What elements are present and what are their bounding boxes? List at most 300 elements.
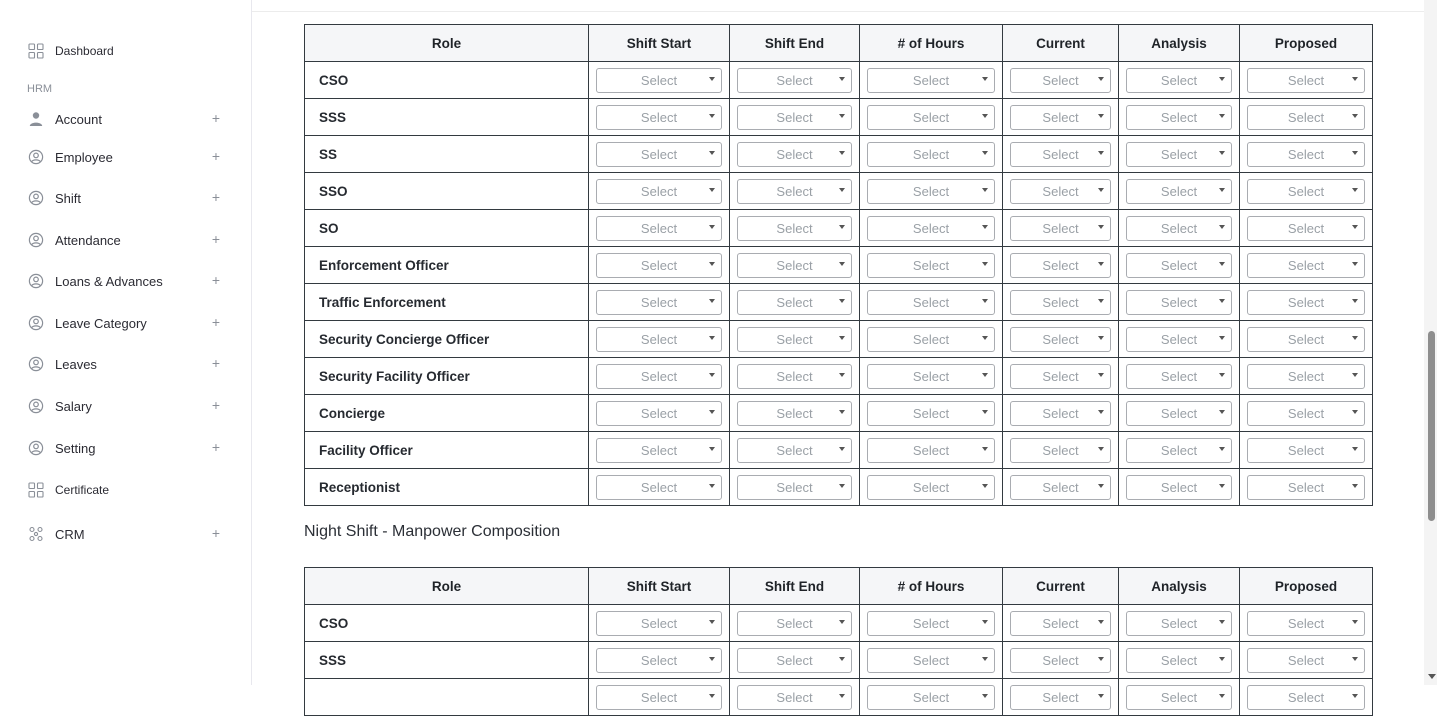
chevron-down-icon [1352, 620, 1358, 624]
dropdown-select[interactable] [1247, 401, 1365, 426]
chevron-down-icon [839, 373, 845, 377]
select-cell [1119, 284, 1240, 321]
chevron-down-icon [982, 620, 988, 624]
chevron-down-icon [1219, 151, 1225, 155]
sidebar-item-setting[interactable] [28, 437, 228, 459]
dropdown-placeholder: Select [776, 294, 813, 310]
dropdown-select[interactable] [596, 611, 722, 636]
dropdown-select[interactable] [737, 142, 852, 167]
dropdown-placeholder: Select [776, 689, 813, 705]
dropdown-select[interactable] [737, 438, 852, 463]
select-cell [860, 99, 1003, 136]
dropdown-select[interactable] [1126, 475, 1232, 500]
table-row [305, 62, 1373, 99]
role-name: SSS [305, 99, 589, 136]
dropdown-placeholder: Select [1287, 689, 1325, 705]
select-cell [860, 679, 1003, 716]
dropdown-placeholder: Select [640, 479, 678, 495]
dropdown-select[interactable] [1247, 68, 1365, 93]
dropdown-select[interactable] [737, 364, 852, 389]
column-header: Proposed [1240, 25, 1373, 62]
chevron-down-icon [1219, 410, 1225, 414]
dropdown-select[interactable] [1010, 68, 1111, 93]
dropdown-placeholder: Select [1042, 405, 1079, 421]
select-cell [1003, 432, 1119, 469]
dropdown-placeholder: Select [1287, 294, 1325, 310]
select-cell [730, 210, 860, 247]
dropdown-select[interactable] [1126, 401, 1232, 426]
dropdown-select[interactable] [867, 105, 995, 130]
chevron-down-icon [1352, 262, 1358, 266]
table-row [305, 99, 1373, 136]
select-cell [589, 99, 730, 136]
dropdown-select[interactable] [1126, 611, 1232, 636]
dropdown-placeholder: Select [912, 257, 950, 273]
grid-icon [28, 43, 44, 59]
select-cell [1240, 395, 1373, 432]
expand-plus-icon[interactable]: + [211, 231, 220, 247]
select-cell [1119, 210, 1240, 247]
role-name: Security Facility Officer [305, 358, 589, 395]
night-shift-title: Night Shift - Manpower Composition [304, 523, 561, 540]
dropdown-select[interactable] [867, 290, 995, 315]
dropdown-select[interactable] [867, 685, 995, 710]
sidebar-item-label: Loans & Advances [55, 273, 163, 289]
select-cell [730, 284, 860, 321]
table-row [305, 358, 1373, 395]
dropdown-placeholder: Select [1160, 689, 1198, 705]
dropdown-placeholder: Select [640, 294, 678, 310]
network-icon [28, 526, 44, 542]
dropdown-placeholder: Select [776, 405, 813, 421]
sidebar-item-label: Attendance [55, 232, 121, 248]
chevron-down-icon [1352, 336, 1358, 340]
dropdown-select[interactable] [596, 290, 722, 315]
dropdown-select[interactable] [1010, 327, 1111, 352]
select-cell [589, 284, 730, 321]
dropdown-select[interactable] [1126, 648, 1232, 673]
chevron-down-icon [1352, 484, 1358, 488]
dropdown-select[interactable] [737, 105, 852, 130]
expand-plus-icon[interactable]: + [211, 525, 220, 541]
role-name: SSS [305, 642, 589, 679]
chevron-down-icon [1098, 694, 1104, 698]
dropdown-select[interactable] [596, 438, 722, 463]
select-cell [1240, 469, 1373, 506]
select-cell [860, 284, 1003, 321]
select-cell [860, 247, 1003, 284]
dropdown-placeholder: Select [1160, 615, 1198, 631]
select-cell [589, 173, 730, 210]
select-cell [1003, 284, 1119, 321]
chevron-down-icon [839, 77, 845, 81]
dropdown-placeholder: Select [1160, 405, 1198, 421]
dropdown-select[interactable] [1247, 216, 1365, 241]
dropdown-select[interactable] [1247, 364, 1365, 389]
dropdown-placeholder: Select [776, 442, 813, 458]
sidebar-item-employee[interactable] [28, 146, 228, 168]
night-header-row [305, 568, 1373, 605]
dropdown-select[interactable] [867, 401, 995, 426]
sidebar-item-salary[interactable] [28, 395, 228, 417]
dropdown-placeholder: Select [776, 331, 813, 347]
dropdown-select[interactable] [596, 327, 722, 352]
dropdown-placeholder: Select [1287, 109, 1325, 125]
expand-plus-icon[interactable]: + [211, 272, 220, 288]
expand-plus-icon[interactable]: + [211, 110, 220, 126]
select-cell [730, 432, 860, 469]
dropdown-placeholder: Select [912, 368, 950, 384]
chevron-down-icon [709, 657, 715, 661]
dropdown-placeholder: Select [776, 615, 813, 631]
select-cell [589, 358, 730, 395]
chevron-down-icon [1219, 694, 1225, 698]
sidebar-item-leaves[interactable] [28, 353, 228, 375]
dropdown-select[interactable] [1010, 364, 1111, 389]
dropdown-placeholder: Select [1042, 442, 1079, 458]
select-cell [1119, 679, 1240, 716]
dropdown-placeholder: Select [640, 257, 678, 273]
user-circle-icon [28, 398, 44, 414]
dropdown-select[interactable] [737, 179, 852, 204]
select-cell [730, 62, 860, 99]
expand-plus-icon[interactable]: + [211, 148, 220, 164]
user-circle-icon [28, 315, 44, 331]
chevron-down-icon [1098, 77, 1104, 81]
role-name: Facility Officer [305, 432, 589, 469]
table-row [305, 321, 1373, 358]
column-header: Proposed [1240, 568, 1373, 605]
dropdown-select[interactable] [867, 216, 995, 241]
dropdown-placeholder: Select [776, 257, 813, 273]
dropdown-placeholder: Select [776, 109, 813, 125]
dropdown-select[interactable] [867, 68, 995, 93]
select-cell [1119, 173, 1240, 210]
dropdown-placeholder: Select [912, 331, 950, 347]
dropdown-select[interactable] [1010, 475, 1111, 500]
dropdown-placeholder: Select [640, 615, 678, 631]
dropdown-select[interactable] [737, 290, 852, 315]
chevron-down-icon [1352, 657, 1358, 661]
dropdown-placeholder: Select [1042, 652, 1079, 668]
chevron-down-icon [1219, 447, 1225, 451]
dropdown-select[interactable] [1126, 253, 1232, 278]
select-cell [730, 395, 860, 432]
chevron-down-icon [709, 694, 715, 698]
select-cell [1003, 469, 1119, 506]
dropdown-placeholder: Select [912, 72, 950, 88]
dropdown-select[interactable] [1247, 611, 1365, 636]
scroll-down-arrow-icon[interactable] [1428, 674, 1436, 679]
column-header: Analysis [1119, 568, 1240, 605]
dropdown-select[interactable] [867, 142, 995, 167]
chevron-down-icon [1098, 373, 1104, 377]
dropdown-select[interactable] [596, 253, 722, 278]
select-cell [1003, 321, 1119, 358]
dropdown-select[interactable] [1126, 105, 1232, 130]
chevron-down-icon [982, 657, 988, 661]
dropdown-select[interactable] [596, 142, 722, 167]
dropdown-select[interactable] [737, 216, 852, 241]
dropdown-select[interactable] [1010, 179, 1111, 204]
dropdown-placeholder: Select [1042, 109, 1079, 125]
dropdown-select[interactable] [1010, 611, 1111, 636]
dropdown-select[interactable] [1010, 685, 1111, 710]
sidebar-item-label: Leaves [55, 356, 97, 372]
chevron-down-icon [982, 114, 988, 118]
dropdown-placeholder: Select [1042, 294, 1079, 310]
dropdown-placeholder: Select [1160, 331, 1198, 347]
select-cell [1003, 62, 1119, 99]
chevron-down-icon [1219, 484, 1225, 488]
dropdown-select[interactable] [867, 179, 995, 204]
dropdown-select[interactable] [596, 401, 722, 426]
select-cell [860, 321, 1003, 358]
select-cell [730, 99, 860, 136]
dropdown-select[interactable] [1126, 290, 1232, 315]
dropdown-select[interactable] [596, 685, 722, 710]
sidebar-item-certificate[interactable] [28, 479, 228, 501]
dropdown-placeholder: Select [1042, 220, 1079, 236]
select-cell [860, 358, 1003, 395]
chevron-down-icon [1098, 114, 1104, 118]
chevron-down-icon [1098, 188, 1104, 192]
select-cell [860, 605, 1003, 642]
chevron-down-icon [1352, 447, 1358, 451]
select-cell [589, 432, 730, 469]
dropdown-select[interactable] [737, 68, 852, 93]
chevron-down-icon [1352, 694, 1358, 698]
dropdown-select[interactable] [1247, 327, 1365, 352]
chevron-down-icon [709, 410, 715, 414]
sidebar-item-crm[interactable] [28, 523, 228, 545]
expand-plus-icon[interactable]: + [211, 355, 220, 371]
chevron-down-icon [982, 262, 988, 266]
day-header-row [305, 25, 1373, 62]
expand-plus-icon[interactable]: + [211, 189, 220, 205]
dropdown-placeholder: Select [1287, 368, 1325, 384]
dropdown-select[interactable] [867, 364, 995, 389]
chevron-down-icon [839, 262, 845, 266]
dropdown-select[interactable] [1247, 685, 1365, 710]
select-cell [1240, 210, 1373, 247]
dropdown-placeholder: Select [1160, 220, 1198, 236]
sidebar-item-attendance[interactable] [28, 229, 228, 251]
dropdown-select[interactable] [867, 611, 995, 636]
dropdown-select[interactable] [737, 327, 852, 352]
header-divider [252, 11, 1424, 12]
dropdown-placeholder: Select [1160, 368, 1198, 384]
dropdown-placeholder: Select [640, 72, 678, 88]
dropdown-select[interactable] [1010, 401, 1111, 426]
select-cell [860, 173, 1003, 210]
chevron-down-icon [982, 225, 988, 229]
dropdown-placeholder: Select [1160, 652, 1198, 668]
dropdown-select[interactable] [1247, 438, 1365, 463]
expand-plus-icon[interactable]: + [211, 314, 220, 330]
select-cell [730, 173, 860, 210]
chevron-down-icon [709, 151, 715, 155]
select-cell [589, 605, 730, 642]
chevron-down-icon [1098, 447, 1104, 451]
dropdown-select[interactable] [867, 253, 995, 278]
select-cell [1003, 210, 1119, 247]
sidebar-section-hrm: HRM [27, 83, 53, 95]
dropdown-placeholder: Select [640, 331, 678, 347]
dropdown-select[interactable] [1010, 648, 1111, 673]
table-row [305, 173, 1373, 210]
dropdown-select[interactable] [1126, 216, 1232, 241]
dropdown-select[interactable] [1126, 68, 1232, 93]
chevron-down-icon [982, 694, 988, 698]
select-cell [1240, 321, 1373, 358]
chevron-down-icon [1098, 657, 1104, 661]
dropdown-select[interactable] [737, 253, 852, 278]
select-cell [1003, 247, 1119, 284]
chevron-down-icon [1098, 410, 1104, 414]
dropdown-placeholder: Select [1042, 479, 1079, 495]
dropdown-select[interactable] [1247, 648, 1365, 673]
chevron-down-icon [709, 620, 715, 624]
chevron-down-icon [1219, 77, 1225, 81]
chevron-down-icon [709, 336, 715, 340]
chevron-down-icon [1219, 262, 1225, 266]
dropdown-placeholder: Select [1287, 442, 1325, 458]
dropdown-placeholder: Select [776, 72, 813, 88]
dropdown-placeholder: Select [776, 368, 813, 384]
sidebar-item-shift[interactable] [28, 187, 228, 209]
select-cell [730, 469, 860, 506]
column-header: # of Hours [860, 568, 1003, 605]
sidebar-item-leave-category[interactable] [28, 312, 228, 334]
expand-plus-icon[interactable]: + [211, 397, 220, 413]
dropdown-placeholder: Select [912, 183, 950, 199]
dropdown-placeholder: Select [1287, 615, 1325, 631]
chevron-down-icon [982, 484, 988, 488]
scrollbar-thumb[interactable] [1428, 331, 1435, 521]
chevron-down-icon [1098, 262, 1104, 266]
dropdown-placeholder: Select [640, 146, 678, 162]
dropdown-select[interactable] [1126, 364, 1232, 389]
dropdown-placeholder: Select [640, 109, 678, 125]
dropdown-select[interactable] [1126, 438, 1232, 463]
chevron-down-icon [1098, 225, 1104, 229]
dropdown-select[interactable] [596, 105, 722, 130]
chevron-down-icon [1219, 225, 1225, 229]
dropdown-select[interactable] [1010, 438, 1111, 463]
dropdown-placeholder: Select [1160, 294, 1198, 310]
dropdown-select[interactable] [1126, 685, 1232, 710]
dropdown-select[interactable] [737, 611, 852, 636]
chevron-down-icon [1098, 484, 1104, 488]
dropdown-placeholder: Select [1042, 615, 1079, 631]
dropdown-select[interactable] [596, 216, 722, 241]
sidebar-item-loans-advances[interactable] [28, 270, 228, 292]
select-cell [589, 247, 730, 284]
column-header: # of Hours [860, 25, 1003, 62]
dropdown-select[interactable] [867, 648, 995, 673]
dropdown-placeholder: Select [776, 652, 813, 668]
dropdown-select[interactable] [737, 648, 852, 673]
chevron-down-icon [1352, 151, 1358, 155]
dropdown-placeholder: Select [1287, 652, 1325, 668]
dropdown-select[interactable] [1247, 475, 1365, 500]
dropdown-select[interactable] [1247, 179, 1365, 204]
dropdown-placeholder: Select [912, 294, 950, 310]
dropdown-placeholder: Select [1042, 183, 1079, 199]
dropdown-select[interactable] [1010, 253, 1111, 278]
chevron-down-icon [709, 188, 715, 192]
select-cell [730, 605, 860, 642]
dropdown-select[interactable] [1126, 142, 1232, 167]
dropdown-select[interactable] [596, 475, 722, 500]
dropdown-select[interactable] [737, 475, 852, 500]
dropdown-select[interactable] [596, 364, 722, 389]
chevron-down-icon [982, 188, 988, 192]
dropdown-placeholder: Select [1287, 183, 1325, 199]
sidebar-item-account[interactable] [28, 108, 228, 130]
select-cell [860, 395, 1003, 432]
select-cell [860, 642, 1003, 679]
chevron-down-icon [982, 373, 988, 377]
select-cell [1240, 247, 1373, 284]
dropdown-placeholder: Select [1042, 72, 1079, 88]
table-row [305, 136, 1373, 173]
dropdown-select[interactable] [1247, 142, 1365, 167]
user-circle-icon [28, 440, 44, 456]
dropdown-select[interactable] [867, 327, 995, 352]
dropdown-select[interactable] [1126, 179, 1232, 204]
dropdown-placeholder: Select [1287, 479, 1325, 495]
chevron-down-icon [1352, 410, 1358, 414]
dropdown-select[interactable] [596, 68, 722, 93]
dropdown-select[interactable] [1010, 216, 1111, 241]
dropdown-select[interactable] [1247, 253, 1365, 278]
dropdown-select[interactable] [1010, 142, 1111, 167]
column-header: Current [1003, 568, 1119, 605]
sidebar-item-label: Shift [55, 190, 82, 206]
column-header: Role [305, 568, 589, 605]
dropdown-select[interactable] [1126, 327, 1232, 352]
table-row [305, 642, 1373, 679]
select-cell [730, 679, 860, 716]
dropdown-placeholder: Select [640, 442, 678, 458]
role-name: Enforcement Officer [305, 247, 589, 284]
select-cell [589, 395, 730, 432]
column-header: Shift End [730, 568, 860, 605]
dropdown-select[interactable] [867, 438, 995, 463]
dropdown-select[interactable] [737, 685, 852, 710]
sidebar-item-dashboard[interactable] [28, 40, 228, 62]
chevron-down-icon [1352, 188, 1358, 192]
dropdown-select[interactable] [737, 401, 852, 426]
dropdown-select[interactable] [1010, 105, 1111, 130]
select-cell [1240, 605, 1373, 642]
dropdown-select[interactable] [596, 179, 722, 204]
dropdown-placeholder: Select [1160, 146, 1198, 162]
select-cell [1240, 99, 1373, 136]
dropdown-select[interactable] [867, 475, 995, 500]
dropdown-placeholder: Select [1042, 331, 1079, 347]
dropdown-select[interactable] [1247, 290, 1365, 315]
expand-plus-icon[interactable]: + [211, 439, 220, 455]
column-header: Role [305, 25, 589, 62]
chevron-down-icon [839, 114, 845, 118]
dropdown-select[interactable] [1247, 105, 1365, 130]
dropdown-select[interactable] [1010, 290, 1111, 315]
chevron-down-icon [1219, 299, 1225, 303]
dropdown-select[interactable] [596, 648, 722, 673]
